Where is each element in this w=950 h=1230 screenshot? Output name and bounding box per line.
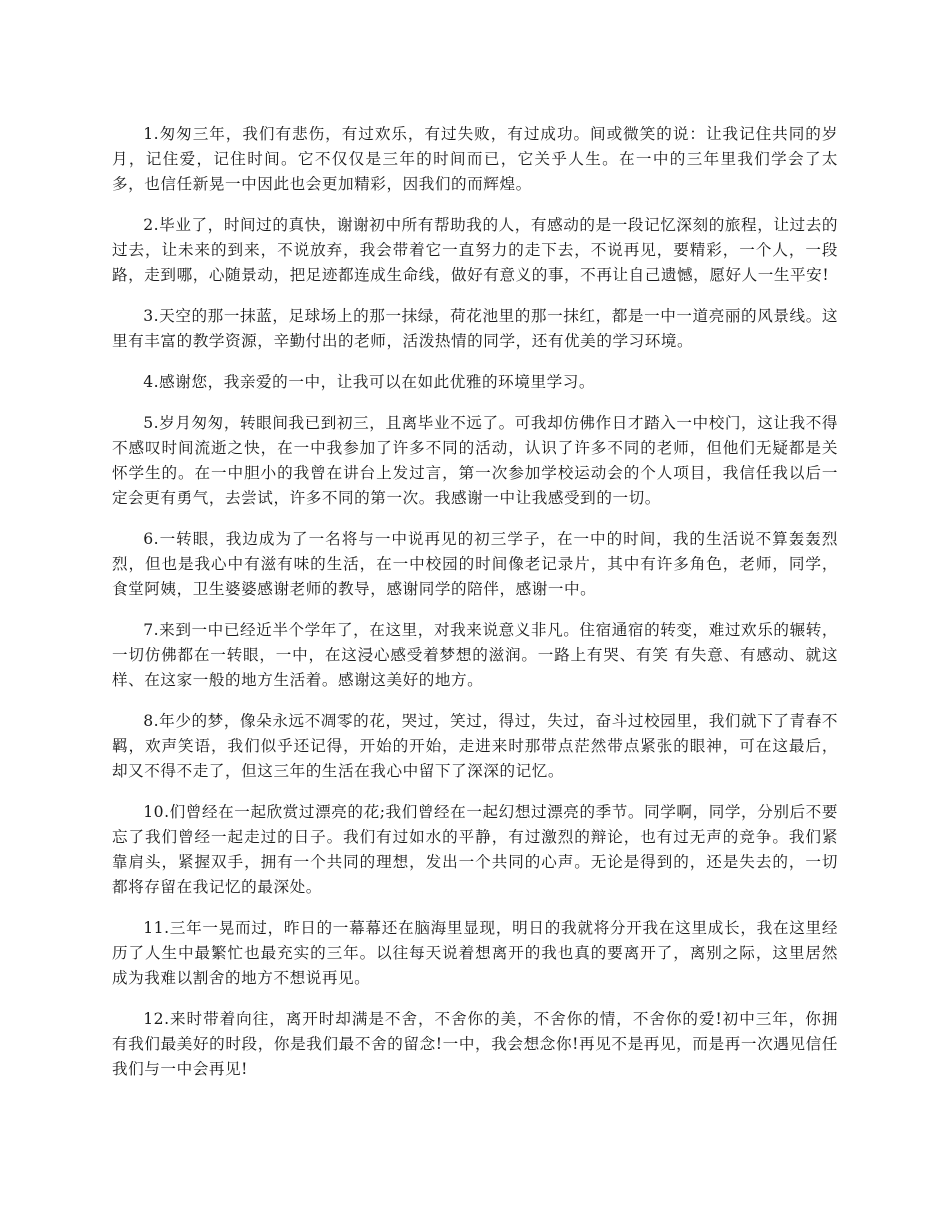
paragraph-4: 4.感谢您，我亲爱的一中，让我可以在如此优雅的环境里学习。 xyxy=(143,373,596,391)
paragraph-3: 3.天空的那一抹蓝，足球场上的那一抹绿，荷花池里的那一抹红，都是一中一道亮丽的风景线。这里有丰富的教学资源，辛勤付出的老师，活泼热情的同学，还有优美的学习环境。 xyxy=(112,307,838,350)
paragraph-11: 11.三年一晃而过，昨日的一幕幕还在脑海里显现，明日的我就将分开我在这里成长，我在这里经历了人生中最繁忙也最充实的三年。以往每天说着想离开的我也真的要离开了，离别之际，这里居然成为我难以割舍的地方不想说再见。 xyxy=(112,919,838,987)
paragraph-8: 8.年少的梦，像朵永远不凋零的花，哭过，笑过，得过，失过，奋斗过校园里，我们就下了青春不羁，欢声笑语，我们似乎还记得，开始的开始，走进来时那带点茫然带点紧张的眼神，可在这最后，却又不得不走了，但这三年的生活在我心中留下了深深的记忆。 xyxy=(112,712,838,780)
paragraph-12: 12.来时带着向往，离开时却满是不舍，不舍你的美，不舍你的情，不舍你的爱!初中三年，你拥有我们最美好的时段，你是我们最不舍的留念!一中，我会想念你!再见不是再见，而是再一次遇见信任我们与一中会再见! xyxy=(112,1010,838,1078)
paragraph-5: 5.岁月匆匆，转眼间我已到初三，且离毕业不远了。可我却仿佛作日才踏入一中校门，这让我不得不感叹时间流逝之快，在一中我参加了许多不同的活动，认识了许多不同的老师，但他们无疑都是关怀学生的。在一中胆小的我曾在讲台上发过言，第一次参加学校运动会的个人项目，我信任我以后一定会更有勇气，去尝试，许多不同的第一次。我感谢一中让我感受到的一切。 xyxy=(112,414,838,507)
paragraph-7: 7.来到一中已经近半个学年了，在这里，对我来说意义非凡。住宿通宿的转变，难过欢乐的辗转，一切仿佛都在一转眼，一中，在这浸心感受着梦想的滋润。一路上有哭、有笑 有失意、有感动、就这样、在这家一般的地方生活着。感谢这美好的地方。 xyxy=(112,621,838,689)
paragraph-10: 10.们曾经在一起欣赏过漂亮的花;我们曾经在一起幻想过漂亮的季节。同学啊，同学，分别后不要忘了我们曾经一起走过的日子。我们有过如水的平静，有过激烈的辩论，也有过无声的竞争。我们紧靠肩头，紧握双手，拥有一个共同的理想，发出一个共同的心声。无论是得到的，还是失去的，一切都将存留在我记忆的最深处。 xyxy=(112,803,838,896)
document-body xyxy=(112,122,838,1098)
paragraph-1: 1.匆匆三年，我们有悲伤，有过欢乐，有过失败，有过成功。间或微笑的说：让我记住共同的岁月，记住爱，记住时间。它不仅仅是三年的时间而已，它关乎人生。在一中的三年里我们学会了太多，也信任新晃一中因此也会更加精彩，因我们的而辉煌。 xyxy=(112,125,838,193)
paragraph-2: 2.毕业了，时间过的真快，谢谢初中所有帮助我的人，有感动的是一段记忆深刻的旅程，让过去的过去，让未来的到来，不说放弃，我会带着它一直努力的走下去，不说再见，要精彩，一个人，一段路，走到哪，心随景动，把足迹都连成生命线，做好有意义的事，不再让自己遗憾，愿好人一生平安! xyxy=(112,216,838,284)
paragraph-6: 6.一转眼，我边成为了一名将与一中说再见的初三学子，在一中的时间，我的生活说不算轰轰烈烈，但也是我心中有滋有味的生活，在一中校园的时间像老记录片，其中有许多角色，老师，同学，食堂阿姨，卫生婆婆感谢老师的教导，感谢同学的陪伴，感谢一中。 xyxy=(112,530,838,598)
